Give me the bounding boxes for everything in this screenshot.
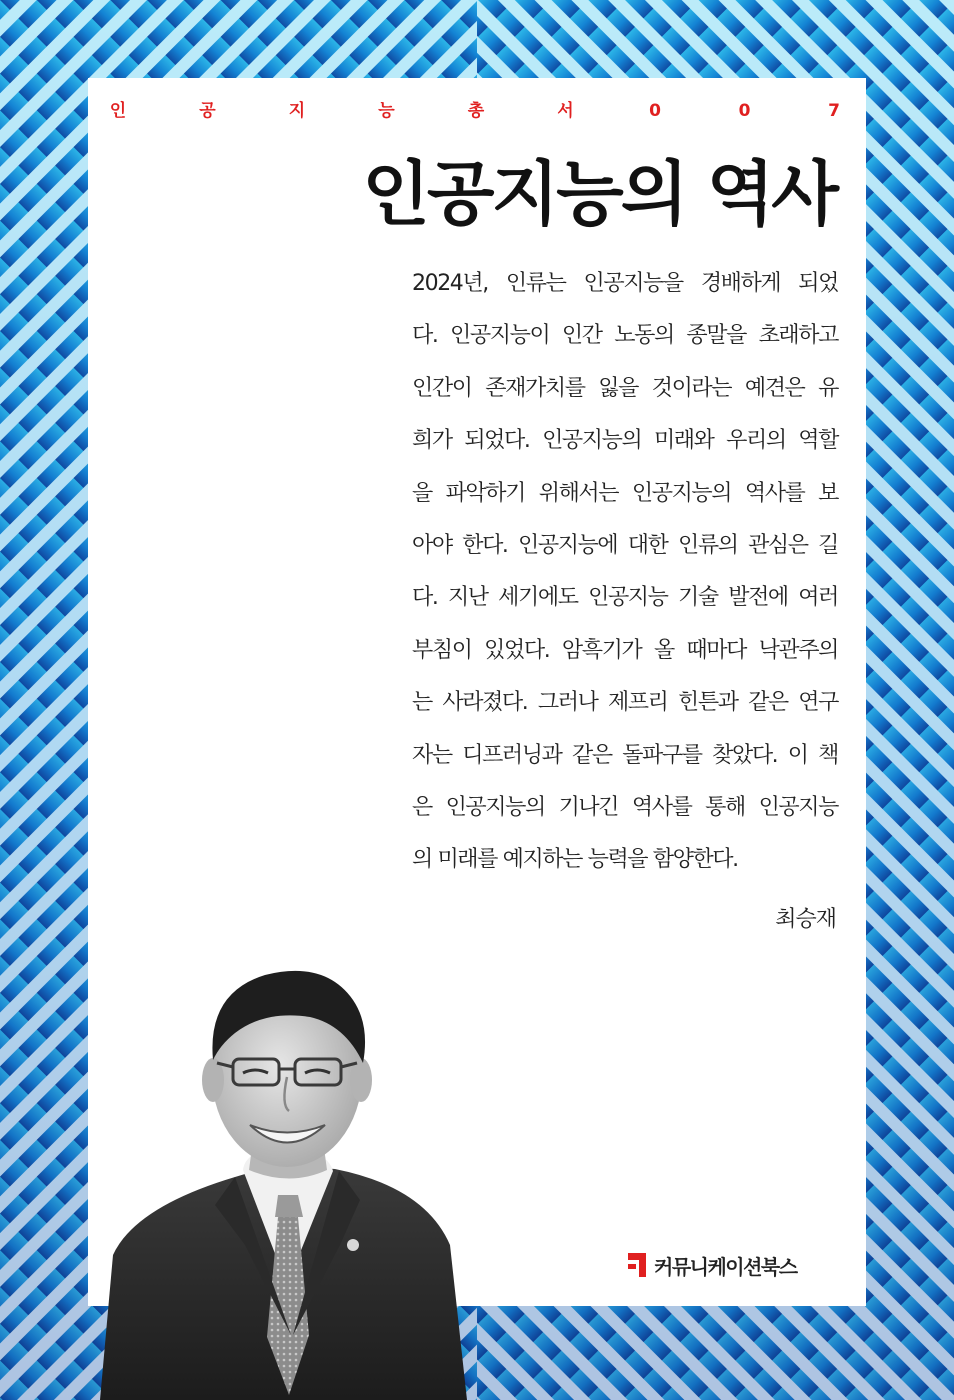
- description-line: 의 미래를 예지하는 능력을 함양한다.: [412, 847, 738, 873]
- description-line: 부침이 있었다. 암흑기가 올 때마다 낙관주의: [412, 637, 838, 663]
- author-portrait: [95, 955, 480, 1400]
- series-char: 0: [738, 101, 751, 121]
- book-title: 인공지능의 역사: [362, 153, 836, 235]
- series-char: 총: [467, 101, 485, 121]
- series-char: 서: [557, 101, 574, 121]
- description-line: 다. 인공지능이 인간 노동의 종말을 초래하고: [412, 323, 838, 349]
- description-line: 은 인공지능의 기나긴 역사를 통해 인공지능: [412, 795, 838, 821]
- description-line: 인간이 존재가치를 잃을 것이라는 예견은 유: [412, 375, 838, 401]
- description-line: 을 파악하기 위해서는 인공지능의 역사를 보: [412, 480, 838, 506]
- description-line: 희가 되었다. 인공지능의 미래와 우리의 역할: [412, 428, 838, 454]
- series-char: 인: [109, 101, 127, 121]
- series-char: 지: [288, 101, 306, 121]
- description-line: 자는 디프러닝과 같은 돌파구를 찾았다. 이 책: [412, 742, 838, 768]
- description-line: 2024년, 인류는 인공지능을 경배하게 되었: [412, 271, 838, 296]
- description-line: 아야 한다. 인공지능에 대한 인류의 관심은 길: [412, 533, 838, 559]
- publisher-logo-icon: [626, 1251, 648, 1279]
- series-char: 능: [378, 101, 395, 121]
- series-char: 공: [199, 101, 216, 121]
- series-label: [108, 99, 844, 123]
- publisher-logo: [626, 1250, 797, 1280]
- description-line: 는 사라졌다. 그러나 제프리 힌튼과 같은 연구: [412, 690, 838, 716]
- series-char: 0: [649, 101, 661, 121]
- description-line: 다. 지난 세기에도 인공지능 기술 발전에 여러: [412, 585, 838, 611]
- book-description: [412, 258, 838, 887]
- publisher-name: 커뮤니케이션북스: [654, 1254, 797, 1279]
- series-char: 7: [828, 101, 840, 121]
- author-name: 최승재: [775, 907, 836, 932]
